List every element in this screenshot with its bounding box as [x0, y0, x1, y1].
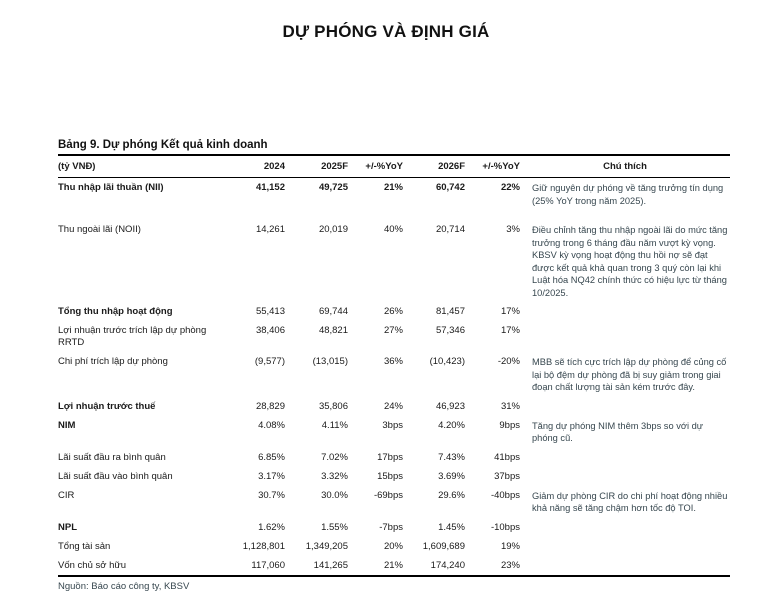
- row-note: Điều chỉnh tăng thu nhập ngoài lãi do mức tăng trưởng trong 6 tháng đầu năm vượt kỳ vọng. KBSV kỳ vọng hoạt động thu hồi nợ sẽ đạt được kết quả khả quan trong 3 quý còn lại khi Luật hóa NQ42 chính thức có hiệu lực từ tháng 10/2025.: [532, 225, 728, 298]
- row-note: MBB sẽ tích cực trích lập dự phòng để củng cố lại bộ đệm dự phòng đã bị suy giảm trong giai đoạn chất lượng tài sản kém trước đây.: [532, 357, 727, 392]
- value-2025f: 141,265: [285, 556, 348, 576]
- value-2024: 30.7%: [258, 489, 285, 501]
- table-row: [58, 397, 730, 416]
- table-header-row: [58, 155, 730, 178]
- row-label: Tổng tài sản: [58, 540, 111, 552]
- value-yoy-2025: 3bps: [382, 419, 403, 431]
- column-header-unit: (tỷ VNĐ): [58, 155, 228, 178]
- table-row: [58, 352, 730, 397]
- value-2025f: 48,821: [318, 325, 348, 336]
- row-label: Tổng thu nhập hoạt động: [58, 306, 173, 317]
- value-2025f: 20,019: [318, 224, 348, 235]
- value-yoy-2026: 23%: [465, 556, 520, 576]
- row-note: [520, 518, 730, 537]
- value-yoy-2025: -69bps: [373, 489, 403, 501]
- value-yoy-2025: 40%: [383, 224, 403, 235]
- value-2025f: 1.55%: [321, 521, 348, 533]
- value-2026f: 7.43%: [438, 451, 465, 463]
- row-label: Thu ngoài lãi (NOII): [58, 224, 141, 235]
- value-2025f: 30.0%: [321, 489, 348, 501]
- value-2026f: 20,714: [435, 224, 465, 235]
- forecast-table: [58, 154, 730, 577]
- value-2024: 4.08%: [258, 419, 285, 431]
- value-2025f: 3.32%: [321, 470, 348, 482]
- table-row: [58, 321, 730, 352]
- table-row: [58, 467, 730, 486]
- table-row: [58, 556, 730, 576]
- column-header-yoy-2025: +/-%YoY: [348, 155, 403, 178]
- value-yoy-2026: -20%: [497, 356, 520, 367]
- row-label: Lãi suất đầu ra bình quân: [58, 451, 166, 463]
- value-2024: (9,577): [254, 356, 285, 367]
- value-yoy-2025: -7bps: [379, 521, 403, 533]
- table-row: [58, 220, 730, 302]
- value-2024: 1.62%: [258, 521, 285, 533]
- row-label: NIM: [58, 419, 76, 431]
- value-2024: 14,261: [255, 224, 285, 235]
- value-2026f: 174,240: [403, 556, 465, 576]
- value-yoy-2025: 15bps: [377, 470, 403, 482]
- table-row: [58, 302, 730, 321]
- value-2024: 1,128,801: [242, 540, 285, 552]
- value-yoy-2026: 22%: [500, 182, 520, 193]
- value-2026f: 1.45%: [438, 521, 465, 533]
- value-yoy-2026: 3%: [506, 224, 520, 235]
- value-2025f: 4.11%: [321, 419, 348, 431]
- value-2026f: 29.6%: [438, 489, 465, 501]
- value-2024: 6.85%: [258, 451, 285, 463]
- value-2025f: 1,349,205: [305, 540, 348, 552]
- value-2025f: (13,015): [312, 356, 348, 367]
- row-note: Giữ nguyên dự phóng về tăng trưởng tín dụng (25% YoY trong năm 2025).: [532, 183, 724, 206]
- value-yoy-2025: 20%: [383, 540, 403, 552]
- value-yoy-2026: 31%: [500, 400, 520, 412]
- value-2025f: 49,725: [318, 182, 348, 193]
- value-yoy-2025: 21%: [383, 182, 403, 193]
- value-yoy-2025: 27%: [383, 325, 403, 336]
- value-2024: 41,152: [255, 182, 285, 193]
- value-2024: 28,829: [255, 400, 285, 412]
- value-2025f: 69,744: [318, 306, 348, 317]
- table-row: [58, 486, 730, 518]
- table-caption: Bảng 9. Dự phóng Kết quả kinh doanh: [58, 139, 268, 151]
- value-2026f: 81,457: [435, 306, 465, 317]
- row-label: Thu nhập lãi thuần (NII): [58, 182, 164, 193]
- forecast-table-section: [58, 139, 730, 592]
- row-note: [520, 467, 730, 486]
- value-2026f: 57,346: [435, 325, 465, 336]
- value-yoy-2025: 24%: [383, 400, 403, 412]
- row-note: [520, 397, 730, 416]
- value-yoy-2026: 37bps: [494, 470, 520, 482]
- column-header-yoy-2026: +/-%YoY: [465, 155, 520, 178]
- value-yoy-2025: 36%: [383, 356, 403, 367]
- value-yoy-2026: -40bps: [490, 489, 520, 501]
- value-2024: 3.17%: [258, 470, 285, 482]
- value-2024: 117,060: [228, 556, 285, 576]
- value-yoy-2026: 9bps: [499, 419, 520, 431]
- value-2025f: 7.02%: [321, 451, 348, 463]
- row-note: [520, 321, 730, 352]
- row-label: Chi phí trích lập dự phòng: [58, 356, 168, 367]
- table-row: [58, 518, 730, 537]
- value-yoy-2026: 41bps: [494, 451, 520, 463]
- column-header-2026f: 2026F: [403, 155, 465, 178]
- row-note: Giảm dự phòng CIR do chi phí hoạt động nhiều khả năng sẽ tăng chậm hơn tốc độ TOI.: [532, 490, 728, 513]
- column-header-note: Chú thích: [520, 155, 730, 178]
- value-2026f: 1,609,689: [422, 540, 465, 552]
- row-note: [520, 448, 730, 467]
- row-note: Tăng dự phóng NIM thêm 3bps so với dự phóng cũ.: [532, 420, 703, 443]
- row-label: Lợi nhuận trước trích lập dự phòng RRTD: [58, 325, 207, 348]
- table-row: [58, 178, 730, 221]
- value-yoy-2025: 26%: [383, 306, 403, 317]
- value-2024: 38,406: [255, 325, 285, 336]
- value-yoy-2025: 17bps: [377, 451, 403, 463]
- row-label: Lãi suất đầu vào bình quân: [58, 470, 173, 482]
- value-2026f: 4.20%: [438, 419, 465, 431]
- value-2025f: 35,806: [318, 400, 348, 412]
- row-label: Vốn chủ sở hữu: [58, 556, 228, 576]
- source-note: Nguồn: Báo cáo công ty, KBSV: [58, 580, 190, 592]
- column-header-2024: 2024: [228, 155, 285, 178]
- row-note: [520, 556, 730, 576]
- page-title: DỰ PHÓNG VÀ ĐỊNH GIÁ: [282, 22, 490, 41]
- table-body: [58, 178, 730, 576]
- value-2026f: 3.69%: [438, 470, 465, 482]
- row-label: Lợi nhuận trước thuế: [58, 400, 156, 412]
- value-yoy-2026: 17%: [500, 325, 520, 336]
- row-note: [520, 302, 730, 321]
- value-yoy-2026: 17%: [500, 306, 520, 317]
- value-2026f: 46,923: [435, 400, 465, 412]
- row-note: [520, 537, 730, 556]
- table-row: [58, 448, 730, 467]
- value-2026f: 60,742: [435, 182, 465, 193]
- column-header-2025f: 2025F: [285, 155, 348, 178]
- value-2024: 55,413: [255, 306, 285, 317]
- row-label: NPL: [58, 521, 77, 533]
- table-row: [58, 416, 730, 448]
- value-yoy-2026: 19%: [500, 540, 520, 552]
- value-2026f: (10,423): [429, 356, 465, 367]
- value-yoy-2025: 21%: [348, 556, 403, 576]
- row-label: CIR: [58, 489, 75, 501]
- table-row: [58, 537, 730, 556]
- value-yoy-2026: -10bps: [490, 521, 520, 533]
